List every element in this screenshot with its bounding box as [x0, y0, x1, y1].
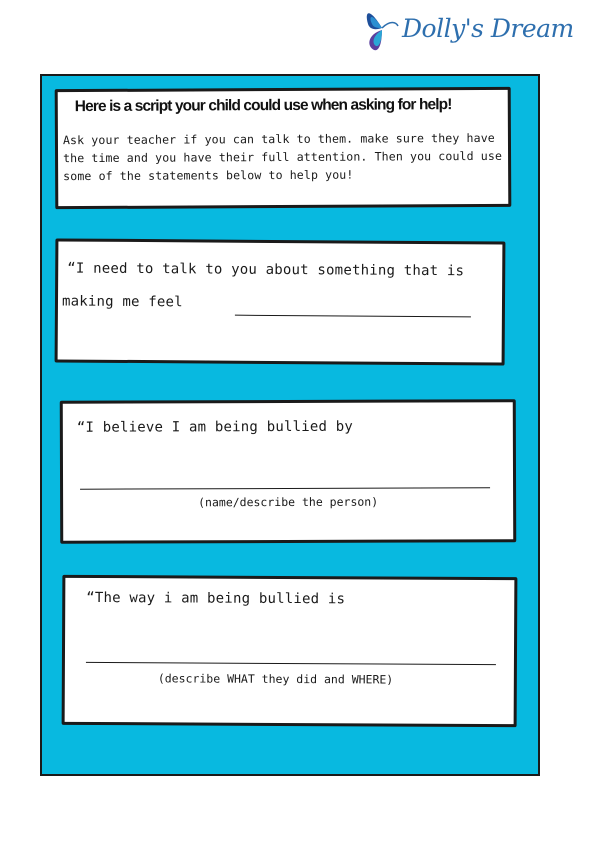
bullying-way-hint: (describe WHAT they did and WHERE) — [157, 671, 394, 687]
bullying-way-card — [62, 575, 518, 727]
script-heading: Here is a script your child could use when asking for help! — [74, 96, 452, 116]
bully-identity-card — [60, 399, 516, 544]
feeling-statement-line1: “I need to talk to you about something that is — [67, 260, 465, 280]
brand-name: Dolly's Dream — [402, 14, 574, 43]
intro-text: Ask your teacher if you can talk to them. make sure they have the time and you have their full attention. Then you could use some of the statements below to help you! — [62, 130, 503, 184]
bullying-way-statement: “The way i am being bullied is — [86, 589, 346, 608]
bully-identity-statement: “I believe I am being bullied by — [76, 418, 353, 436]
intro-card — [55, 87, 512, 209]
feeling-answer-line[interactable] — [235, 315, 471, 318]
dollys-dream-logo — [362, 6, 582, 54]
butterfly-icon — [362, 6, 404, 52]
bully-identity-answer-line[interactable] — [80, 487, 490, 489]
feeling-card — [55, 238, 506, 365]
bullying-way-answer-line[interactable] — [86, 662, 496, 665]
bully-identity-hint: (name/describe the person) — [198, 494, 379, 510]
feeling-statement-line2: making me feel — [61, 293, 183, 311]
